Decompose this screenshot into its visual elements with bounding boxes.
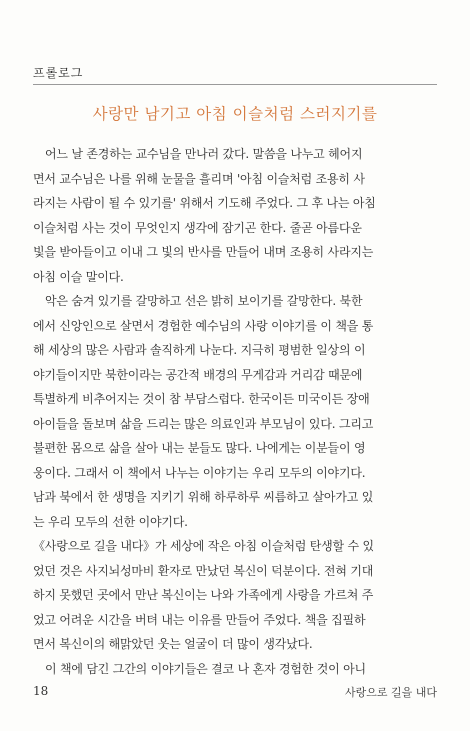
text-line: 웅이다. 그래서 이 책에서 나누는 이야기는 우리 모두의 이야기다. [33, 465, 366, 480]
text-line: 는 우리 모두의 선한 이야기다. [33, 514, 188, 529]
text-line: 특별하게 비추어지는 것이 참 부담스럽다. 한국이든 미국이든 장애 [33, 392, 370, 406]
text-line: 해 세상의 많은 사람과 솔직하게 나눈다. 지극히 평범한 일상의 이 [33, 343, 366, 357]
text-line: 었던 것은 사지뇌성마비 환자로 만났던 복신이 덕분이다. 전혀 기대 [33, 563, 374, 578]
page-number: 18 [33, 684, 49, 698]
text-line: 면서 복신이의 해맑았던 웃는 얼굴이 더 많이 생각났다. [33, 637, 313, 651]
text-line: 어느 날 존경하는 교수님을 만나러 갔다. 말씀을 나누고 헤어지 [45, 147, 363, 161]
text-line: 《사랑으로 길을 내다》가 세상에 작은 아침 이슬처럼 탄생할 수 있 [33, 539, 374, 553]
text-line: 불편한 몸으로 삶을 살아 내는 분들도 많다. 나에게는 이분들이 영 [33, 441, 366, 455]
text-line: 야기들이지만 북한이라는 공간적 배경의 무게감과 거리감 때문에 [33, 367, 363, 382]
text-line: 하지 못했던 곳에서 만난 복신이는 나와 가족에게 사랑을 가르쳐 주 [33, 588, 374, 602]
section-divider [33, 84, 437, 85]
chapter-title: 사랑만 남기고 아침 이슬처럼 스러지기를 [92, 105, 378, 123]
text-line: 빛을 받아들이고 이내 그 빛의 반사를 만들어 내며 조용히 사라지는 [33, 245, 374, 259]
text-line: 아이들을 돌보며 삶을 드리는 많은 의료인과 부모님이 있다. 그리고 [33, 416, 374, 431]
text-line: 아침 이슬 말이다. [33, 269, 124, 284]
text-line: 악은 숨겨 있기를 갈망하고 선은 밝히 보이기를 갈망한다. 북한 [45, 294, 363, 308]
text-line: 에서 신앙인으로 살면서 경험한 예수님의 사랑 이야기를 이 책을 통 [33, 318, 374, 333]
text-line: 었고 어려운 시간을 버텨 내는 이유를 만들어 주었다. 책을 집필하 [33, 612, 366, 627]
text-line: 이 책에 담긴 그간의 이야기들은 결코 나 혼자 경험한 것이 아니 [45, 661, 366, 676]
running-book-title: 사랑으로 길을 내다 [344, 686, 437, 699]
text-line: 이슬처럼 사는 것이 무엇인지 생각에 잠기곤 한다. 줄곧 아름다운 [33, 220, 362, 235]
text-line: 남과 북에서 한 생명을 지키기 위해 하루하루 씨름하고 살아가고 있 [33, 490, 374, 504]
text-line: 라지는 사람이 될 수 있기를' 위해서 기도해 주었다. 그 후 나는 아침 [33, 196, 376, 210]
body-text [33, 142, 437, 681]
text-line: 면서 교수님은 나를 위해 눈물을 흘리며 '아침 이슬처럼 조용히 사 [33, 171, 365, 186]
section-label: 프롤로그 [33, 66, 84, 80]
